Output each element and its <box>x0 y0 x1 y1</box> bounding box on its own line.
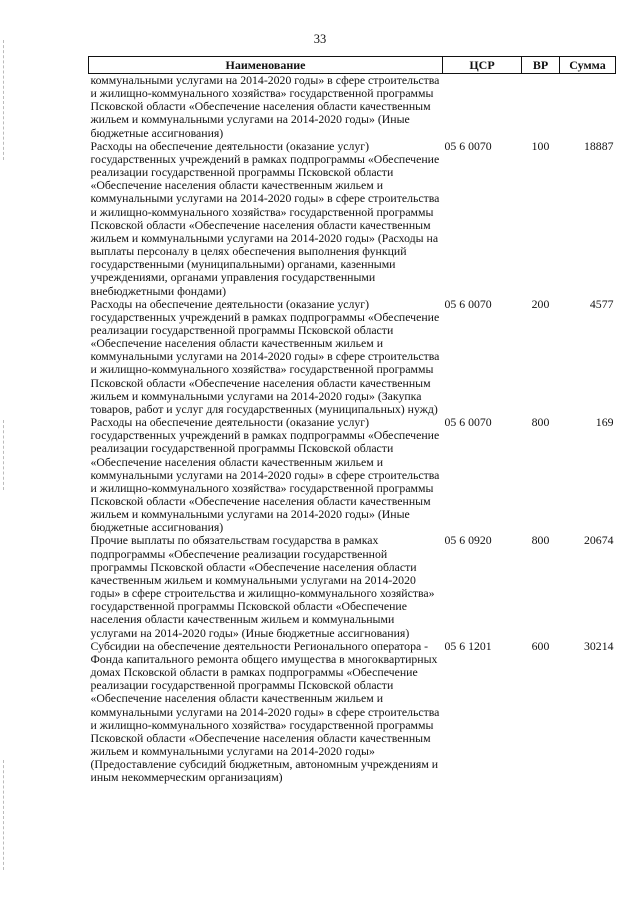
left-margin-dashed-line <box>3 760 5 870</box>
table-body <box>89 74 616 785</box>
row-csr: 05 6 0070 <box>444 296 492 311</box>
row-sum <box>560 74 616 140</box>
row-name: Расходы на обеспечение деятельности (оказание услуг) государственных учреждений в рамках подпрограммы «Обеспечение реализации государственной программы Псковской области «Обеспечение населения области качественным жильем и коммунальными услугами на 2014-2020 годы» в сфере строительства и жилищно-коммунального хозяйства» государственной программы Псковской области «Обеспечение населения области качественным жильем и коммунальными услугами на 2014-2020 годы» (Закупка товаров, работ и услуг для государственных (муниципальных) нужд) <box>90 296 440 416</box>
row-sum: 169 <box>595 415 614 430</box>
budget-table <box>88 56 616 784</box>
row-csr: 05 6 1201 <box>444 638 492 653</box>
row-vr: 600 <box>531 638 550 653</box>
header-row <box>89 57 616 74</box>
header-sum: Сумма <box>560 57 616 74</box>
row-name: Расходы на обеспечение деятельности (оказание услуг) государственных учреждений в рамках подпрограммы «Обеспечение реализации государственной программы Псковской области «Обеспечение населения области качественным жильем и коммунальными услугами на 2014-2020 годы» в сфере строительства и жилищно-коммунального хозяйства» государственной программы Псковской области «Обеспечение населения области качественным жильем и коммунальными услугами на 2014-2020 годы» (Расходы на выплаты персоналу в целях обеспечения выполнения функций государственными (муниципальными) органами, казенными учреждениями, органами управления государственными внебюджетными фондами) <box>90 138 440 298</box>
row-vr: 800 <box>531 533 550 548</box>
table-row <box>89 140 616 298</box>
row-sum: 18887 <box>584 138 614 153</box>
row-vr: 200 <box>531 296 550 311</box>
left-margin-dashed-line <box>3 40 5 160</box>
row-sum: 30214 <box>584 638 614 653</box>
row-name: Прочие выплаты по обязательствам государства в рамках подпрограммы «Обеспечение реализации государственной программы Псковской области «Обеспечение населения области качественным жильем и коммунальными услугами на 2014-2020 годы» в сфере строительства и жилищно-коммунального хозяйства» государственной программы Псковской области «Обеспечение населения области качественным жильем и коммунальными услугами на 2014-2020 годы» (Иные бюджетные ассигнования) <box>90 533 435 640</box>
row-name: коммунальными услугами на 2014-2020 годы» в сфере строительства и жилищно-коммунального хозяйства» государственной программы Псковской области «Обеспечение населения области качественным жильем и коммунальными услугами на 2014-2020 годы» (Иные бюджетные ассигнования) <box>90 73 440 140</box>
row-name: Субсидии на обеспечение деятельности Регионального оператора - Фонда капитального ремонта общего имущества в многоквартирных домах Псковской области в рамках подпрограммы «Обеспечение реализации государственной программы Псковской области «Обеспечение населения области качественным жильем и коммунальными услугами на 2014-2020 годы» в сфере строительства и жилищно-коммунального хозяйства» государственной программы Псковской области «Обеспечение населения области качественным жильем и коммунальными услугами на 2014-2020 годы» (Предоставление субсидий бюджетным, автономным учреждениям и иным некоммерческим организациям) <box>90 638 440 785</box>
table-row <box>89 640 616 785</box>
table-row <box>89 416 616 534</box>
table-row <box>89 298 616 416</box>
row-sum: 20674 <box>584 533 614 548</box>
header-csr: ЦСР <box>443 57 522 74</box>
row-csr <box>443 74 522 140</box>
row-csr: 05 6 0070 <box>444 138 492 153</box>
table-row <box>89 534 616 639</box>
table-row <box>89 74 616 140</box>
table-header <box>89 57 616 74</box>
row-name: Расходы на обеспечение деятельности (оказание услуг) государственных учреждений в рамках подпрограммы «Обеспечение реализации государственной программы Псковской области «Обеспечение населения области качественным жильем и коммунальными услугами на 2014-2020 годы» в сфере строительства и жилищно-коммунального хозяйства» государственной программы Псковской области «Обеспечение населения области качественным жильем и коммунальными услугами на 2014-2020 годы» (Иные бюджетные ассигнования) <box>90 415 440 535</box>
row-csr: 05 6 0920 <box>444 533 492 548</box>
header-vr: ВР <box>522 57 560 74</box>
header-name: Наименование <box>89 57 443 74</box>
row-vr <box>522 74 560 140</box>
row-vr: 100 <box>531 138 550 153</box>
row-csr: 05 6 0070 <box>444 415 492 430</box>
row-sum: 4577 <box>589 296 614 311</box>
row-vr: 800 <box>531 415 550 430</box>
left-margin-dashed-line <box>3 420 5 490</box>
page-number: 33 <box>313 32 327 46</box>
